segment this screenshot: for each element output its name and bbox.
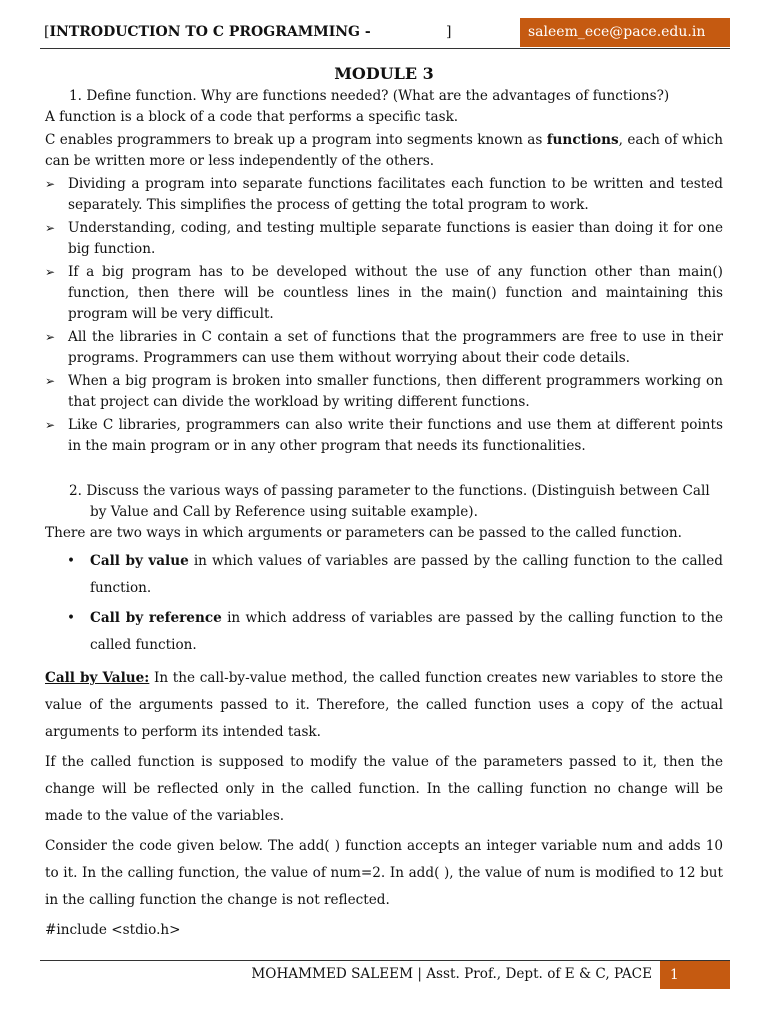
bullet-dot-icon: • <box>67 553 76 569</box>
passing-methods-list <box>45 548 723 659</box>
advantage-item <box>45 174 723 216</box>
question-2-text: Discuss the various ways of passing parameter to the functions. (Distinguish between Call by Value and Call by Reference using suitable example). <box>86 483 710 520</box>
passing-method-desc: in which values of variables are passed by the calling function to the called function. <box>90 553 723 596</box>
advantage-item <box>45 327 723 369</box>
question-1-text: Define function. Why are functions needed? (What are the advantages of functions?) <box>86 88 670 104</box>
call-by-value-text: In the call-by-value method, the called function creates new variables to store the value of the arguments passed to it. Therefore, the called function uses a copy of the actual arguments to perform its intended task. <box>45 670 724 740</box>
advantage-item <box>45 415 723 457</box>
function-definition: A function is a block of a code that performs a specific task. <box>45 109 459 125</box>
arrow-bullet-icon: ➢ <box>45 374 56 388</box>
footer-author: MOHAMMED SALEEM | Asst. Prof., Dept. of E & C, PACE <box>251 966 652 982</box>
bullet-dot-icon: • <box>67 610 76 626</box>
question-2 <box>45 481 723 523</box>
parameter-passing-intro: There are two ways in which arguments or parameters can be passed to the called function. <box>45 525 682 541</box>
passing-method-name: Call by value <box>90 553 189 569</box>
arrow-bullet-icon: ➢ <box>45 265 56 279</box>
spacer <box>45 459 723 481</box>
advantage-text: When a big program is broken into smaller functions, then different programmers working on that project can divide the workload by writing different functions. <box>68 373 723 410</box>
page-footer <box>40 960 730 989</box>
module-title: MODULE 3 <box>334 64 434 83</box>
advantage-item <box>45 262 723 325</box>
page-header <box>40 18 730 49</box>
question-2-number: 2. <box>69 483 82 499</box>
passing-method-item <box>45 605 723 659</box>
functions-intro <box>45 130 723 172</box>
functions-intro-bold: functions <box>546 132 619 148</box>
arrow-bullet-icon: ➢ <box>45 221 56 235</box>
advantage-text: Like C libraries, programmers can also write their functions and use them at different points in the main program or in any other program that needs its functionalities. <box>68 417 723 454</box>
functions-intro-before: C enables programmers to break up a program into segments known as <box>45 132 547 148</box>
page-body <box>45 62 723 947</box>
advantages-list <box>45 174 723 457</box>
call-by-value-section <box>45 665 723 746</box>
header-bracket-open: [ <box>44 24 50 40</box>
advantage-text: All the libraries in C contain a set of functions that the programmers are free to use in their programs. Programmers can use them without worrying about their code details. <box>68 329 723 366</box>
arrow-bullet-icon: ➢ <box>45 418 56 432</box>
advantage-item <box>45 371 723 413</box>
header-title <box>44 24 371 40</box>
arrow-bullet-icon: ➢ <box>45 330 56 344</box>
header-email: saleem_ece@pace.edu.in <box>520 18 730 47</box>
advantage-item <box>45 218 723 260</box>
arrow-bullet-icon: ➢ <box>45 177 56 191</box>
passing-method-desc: in which address of variables are passed by the calling function to the called function. <box>90 610 723 653</box>
advantage-text: If a big program has to be developed without the use of any function other than main() function, then there will be countless lines in the main() function and maintaining this program will be very difficult. <box>68 264 723 322</box>
modification-note: If the called function is supposed to modify the value of the parameters passed to it, then the change will be reflected only in the called function. In the calling function no change will be made to the value of the variables. <box>45 754 723 824</box>
question-1 <box>45 86 723 107</box>
call-by-value-heading: Call by Value: <box>45 670 150 686</box>
header-course-title: INTRODUCTION TO C PROGRAMMING - <box>49 24 371 40</box>
header-bracket-close: ] <box>446 24 452 40</box>
code-explanation: Consider the code given below. The add( ) function accepts an integer variable num and adds 10 to it. In the calling function, the value of num=2. In add( ), the value of num is modified to 12 but in the calling function the change is not reflected. <box>45 838 723 908</box>
passing-method-item <box>45 548 723 602</box>
code-include-line: #include <stdio.h> <box>45 922 181 938</box>
advantage-text: Dividing a program into separate functions facilitates each function to be written and tested separately. This simplifies the process of getting the total program to work. <box>68 176 723 213</box>
passing-method-name: Call by reference <box>90 610 222 626</box>
advantage-text: Understanding, coding, and testing multiple separate functions is easier than doing it for one big function. <box>68 220 723 257</box>
question-1-number: 1. <box>69 88 82 104</box>
functions-intro-after: , each of which can be written more or less independently of the others. <box>45 132 723 169</box>
page-number: 1 <box>660 961 730 989</box>
